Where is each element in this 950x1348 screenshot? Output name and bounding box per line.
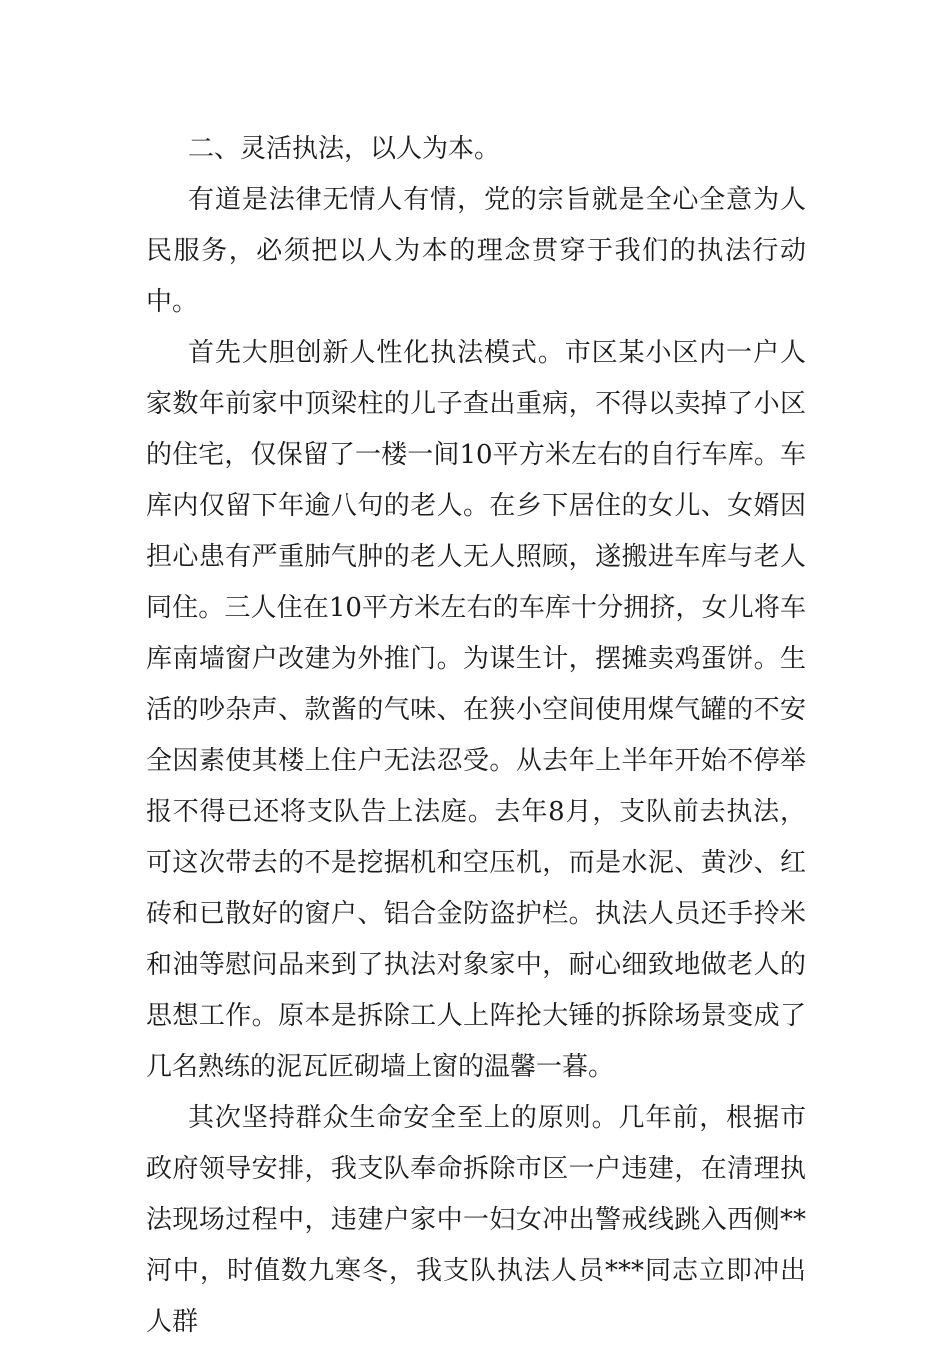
- paragraph-2: 首先大胆创新人性化执法模式。市区某小区内一户人家数年前家中顶梁柱的儿子查出重病，不得以卖掉了小区的住宅，仅保留了一楼一间10平方米左右的自行车库。车库内仅留下年逾八句的老人。在乡下居住的女儿、女婿因担心患有严重肺气肿的老人无人照顾，遂搬进车库与老人同住。三人住在10平方米左右的车库十分拥挤，女儿将车库南墙窗户改建为外推门。为谋生计，摆摊卖鸡蛋饼。生活的吵杂声、款酱的气味、在狭小空间使用煤气罐的不安全因素使其楼上住户无法忍受。从去年上半年开始不停举报不得已还将支队告上法庭。去年8月，支队前去执法，可这次带去的不是挖据机和空压机，而是水泥、黄沙、红砖和已散好的窗户、铝合金防盗护栏。执法人员还手拎米和油等慰问品来到了执法对象家中，耐心细致地做老人的思想工作。原本是拆除工人上阵抡大锤的拆除场景变成了几名熟练的泥瓦匠砌墙上窗的温馨一暮。: [146, 338, 806, 1082]
- paragraph-1: 有道是法律无情人有情，党的宗旨就是全心全意为人民服务，必须把以人为本的理念贯穿于我们的执法行动中。: [146, 185, 806, 317]
- section-heading: 二、灵活执法，以人为本。: [188, 134, 501, 164]
- document-body: [146, 124, 806, 1348]
- paragraph-3: 其次坚持群众生命安全至上的原则。几年前，根据市政府领导安排，我支队奉命拆除市区一户违建，在清理执法现场过程中，违建户家中一妇女冲出警戒线跳入西侧**河中，时值数九寒冬，我支队执法人员***同志立即冲出人群: [146, 1103, 806, 1337]
